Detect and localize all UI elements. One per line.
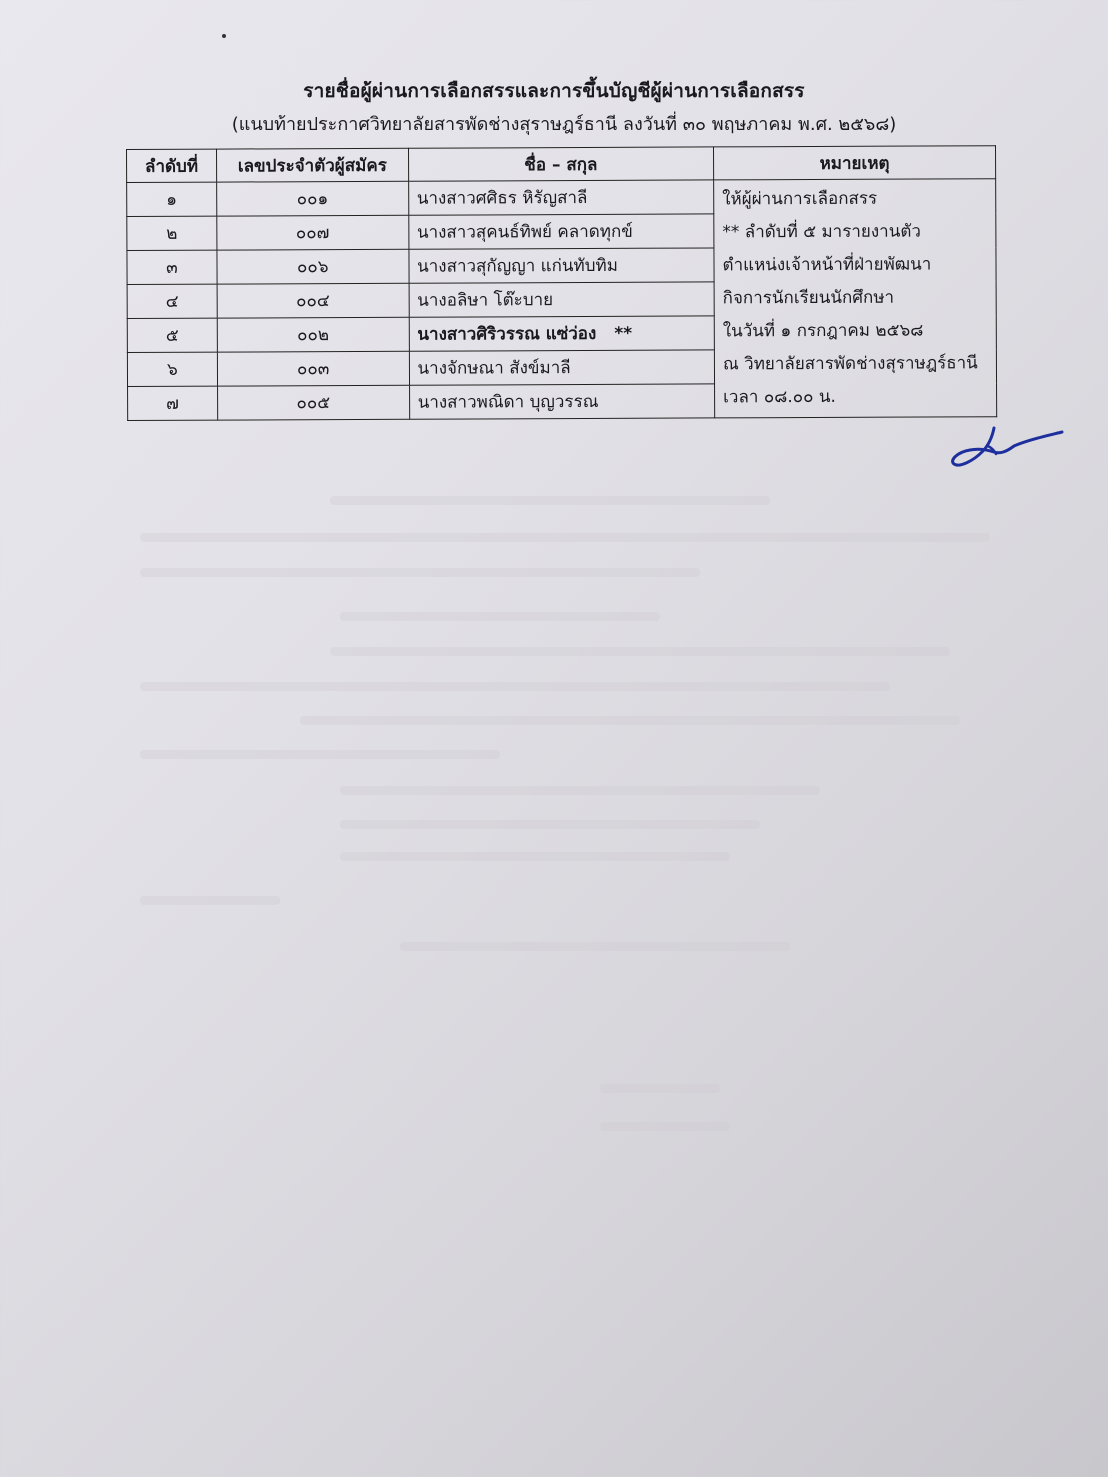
row-name-selected [409,316,715,351]
row-order: ๒ [127,216,217,250]
table-row [127,179,996,217]
paper-speck [222,34,226,38]
row-order: ๖ [127,352,217,386]
show-through-line [600,1122,730,1131]
handwritten-signature-icon [948,424,1064,468]
row-order: ๑ [127,182,217,216]
show-through-line [140,568,700,577]
row-name: นางสาวสุคนธ์ทิพย์ คลาดทุกข์ [408,214,714,249]
row-applicant-id: ๐๐๒ [217,317,409,352]
remark-line: เวลา ๐๘.๐๐ น. [723,386,836,408]
document-subtitle: (แนบท้ายประกาศวิทยาลัยสารพัดช่างสุราษฎร์ธานี ลงวันที่ ๓๐ พฤษภาคม พ.ศ. ๒๕๖๘) [231,114,897,135]
show-through-line [340,820,760,829]
show-through-line [340,852,730,861]
results-table [126,145,997,421]
row-order: ๕ [127,318,217,352]
show-through-line [340,786,820,795]
remark-line: ตำแหน่งเจ้าหน้าที่ฝ่ายพัฒนา [722,254,932,276]
row-order: ๓ [127,250,217,284]
row-applicant-id: ๐๐๓ [217,351,409,386]
show-through-line [340,612,660,621]
row-applicant-id: ๐๐๕ [217,385,409,420]
show-through-line [330,647,950,656]
show-through-line [140,682,890,691]
row-name: นางอลิษา โต๊ะบาย [409,282,715,317]
header-order: ลำดับที่ [127,149,217,182]
remark-line: ให้ผู้ผ่านการเลือกสรร [722,188,878,210]
remark-line: กิจการนักเรียนนักศึกษา [722,287,895,309]
row-name: นางสาวศศิธร หิรัญสาลี [408,180,714,215]
row-name: นางสาวสุกัญญา แก่นทับทิม [409,248,715,283]
remark-line: ในวันที่ ๑ กรกฎาคม ๒๕๖๘ [722,320,924,342]
row-name: นางสาวพณิดา บุญวรรณ [409,384,715,419]
show-through-line [140,533,990,542]
show-through-line [400,942,790,951]
show-through-line [140,896,280,905]
remark-cell [714,179,997,418]
row-order: ๔ [127,284,217,318]
row-name-text: นางสาวศิริวรรณ แซ่ว่อง [417,323,597,345]
row-name: นางจักษณา สังข์มาลี [409,350,715,385]
row-order: ๗ [128,386,218,420]
document-title: รายชื่อผู้ผ่านการเลือกสรรและการขึ้นบัญชีผู้ผ่านการเลือกสรร [303,80,805,102]
header-applicant-id: เลขประจำตัวผู้สมัคร [216,148,408,182]
header-remark: หมายเหตุ [713,146,995,180]
row-applicant-id: ๐๐๖ [217,249,409,284]
show-through-line [330,496,770,505]
show-through-line [300,716,960,725]
remark-line: ** ลำดับที่ ๕ มารายงานตัว [722,221,921,243]
row-applicant-id: ๐๐๑ [217,181,409,216]
remark-line: ณ วิทยาลัยสารพัดช่างสุราษฎร์ธานี [722,353,978,375]
show-through-line [600,1084,720,1093]
row-applicant-id: ๐๐๔ [217,283,409,318]
show-through-line [140,750,500,759]
selected-mark: ** [614,323,633,344]
row-applicant-id: ๐๐๗ [217,215,409,250]
header-name: ชื่อ – สกุล [408,147,714,181]
table-header-row [127,146,996,183]
